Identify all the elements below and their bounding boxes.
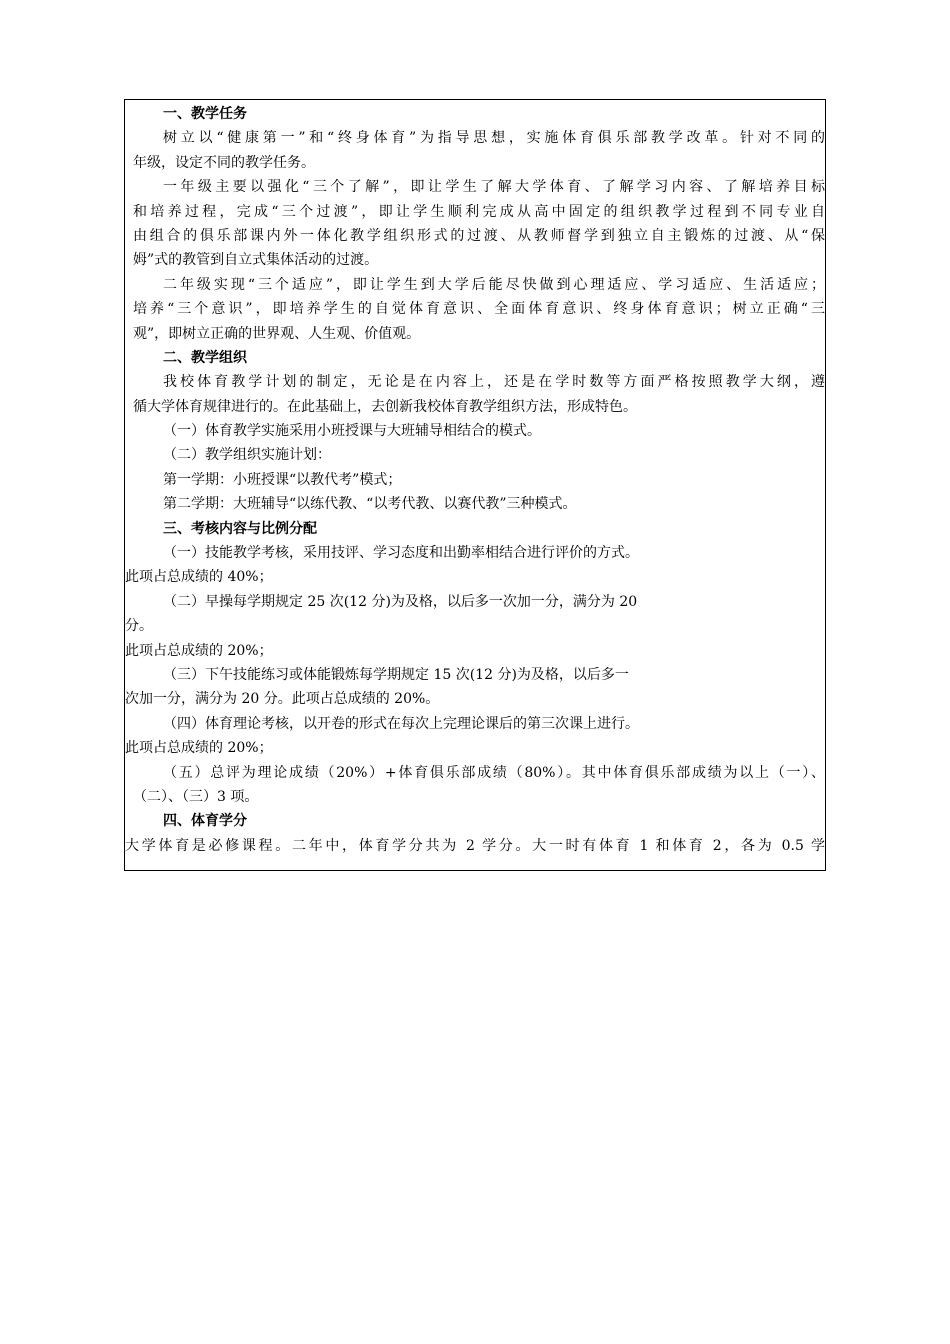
- paragraph-line: 和培养过程，完成“三个过渡”，即让学生顺利完成从高中固定的组织教学过程到不同专业自: [133, 203, 825, 220]
- paragraph-line: 树立以“健康第一”和“终身体育”为指导思想，实施体育俱乐部教学改革。针对不同的: [163, 130, 825, 147]
- content-frame: [124, 99, 826, 871]
- paragraph-line: 大学体育是必修课程。二年中，体育学分共为 2 学分。大一时有体育 1 和体育 2，各为 0.5 学: [125, 837, 825, 854]
- paragraph-line: 第一学期：小班授课“以教代考”模式；: [163, 471, 402, 488]
- paragraph-line: 此项占总成绩的 40%；: [125, 569, 273, 586]
- paragraph-line: 我校体育教学计划的制定，无论是在内容上，还是在学时数等方面严格按照教学大纲，遵: [163, 374, 825, 391]
- paragraph-line: （二）、（三）3 项。: [133, 788, 259, 805]
- paragraph-line: 分。: [125, 618, 153, 635]
- heading-pe-credits: 四、体育学分: [163, 813, 247, 830]
- paragraph-line: （五）总评为理论成绩（20%）+体育俱乐部成绩（80%）。其中体育俱乐部成绩为以上（一）、: [163, 764, 825, 781]
- paragraph-line: （四）体育理论考核，以开卷的形式在每次上完理论课后的第三次课上进行。: [163, 715, 639, 732]
- heading-teaching-organization: 二、教学组织: [163, 349, 247, 366]
- paragraph-line: 姆”式的教管到自立式集体活动的过渡。: [133, 252, 379, 269]
- paragraph-line: 此项占总成绩的 20%；: [125, 642, 273, 659]
- paragraph-line: （三）下午技能练习或体能锻炼每学期规定 15 次(12 分)为及格，以后多一: [163, 666, 629, 683]
- paragraph-line: （二）教学组织实施计划：: [163, 447, 331, 464]
- paragraph-line: 一年级主要以强化“三个了解”，即让学生了解大学体育、了解学习内容、了解培养目标: [163, 179, 825, 196]
- paragraph-line: 循大学体育规律进行的。在此基础上，去创新我校体育教学组织方法，形成特色。: [133, 398, 637, 415]
- paragraph-line: 第二学期：大班辅导“以练代教、“以考代教、以赛代教”三种模式。: [163, 496, 577, 513]
- heading-teaching-task: 一、教学任务: [163, 106, 247, 122]
- paragraph-line: 年级，设定不同的教学任务。: [133, 154, 315, 171]
- paragraph-line: 次加一分，满分为 20 分。此项占总成绩的 20%。: [125, 691, 440, 708]
- paragraph-line: 此项占总成绩的 20%；: [125, 740, 273, 757]
- paragraph-line: （一）体育教学实施采用小班授课与大班辅导相结合的模式。: [163, 423, 541, 440]
- paragraph-line: （一）技能教学考核，采用技评、学习态度和出勤率相结合进行评价的方式。: [163, 545, 639, 562]
- paragraph-line: 观”，即树立正确的世界观、人生观、价值观。: [133, 325, 421, 342]
- heading-assessment: 三、考核内容与比例分配: [163, 520, 317, 537]
- paragraph-line: 由组合的俱乐部课内外一体化教学组织形式的过渡、从教师督学到独立自主锻炼的过渡、从“保: [133, 227, 825, 244]
- paragraph-line: 培养“三个意识”，即培养学生的自觉体育意识、全面体育意识、终身体育意识；树立正确“三: [133, 301, 825, 318]
- paragraph-line: 二年级实现“三个适应”，即让学生到大学后能尽快做到心理适应、学习适应、生活适应；: [163, 276, 825, 293]
- paragraph-line: （二）早操每学期规定 25 次(12 分)为及格，以后多一次加一分，满分为 20: [163, 593, 638, 610]
